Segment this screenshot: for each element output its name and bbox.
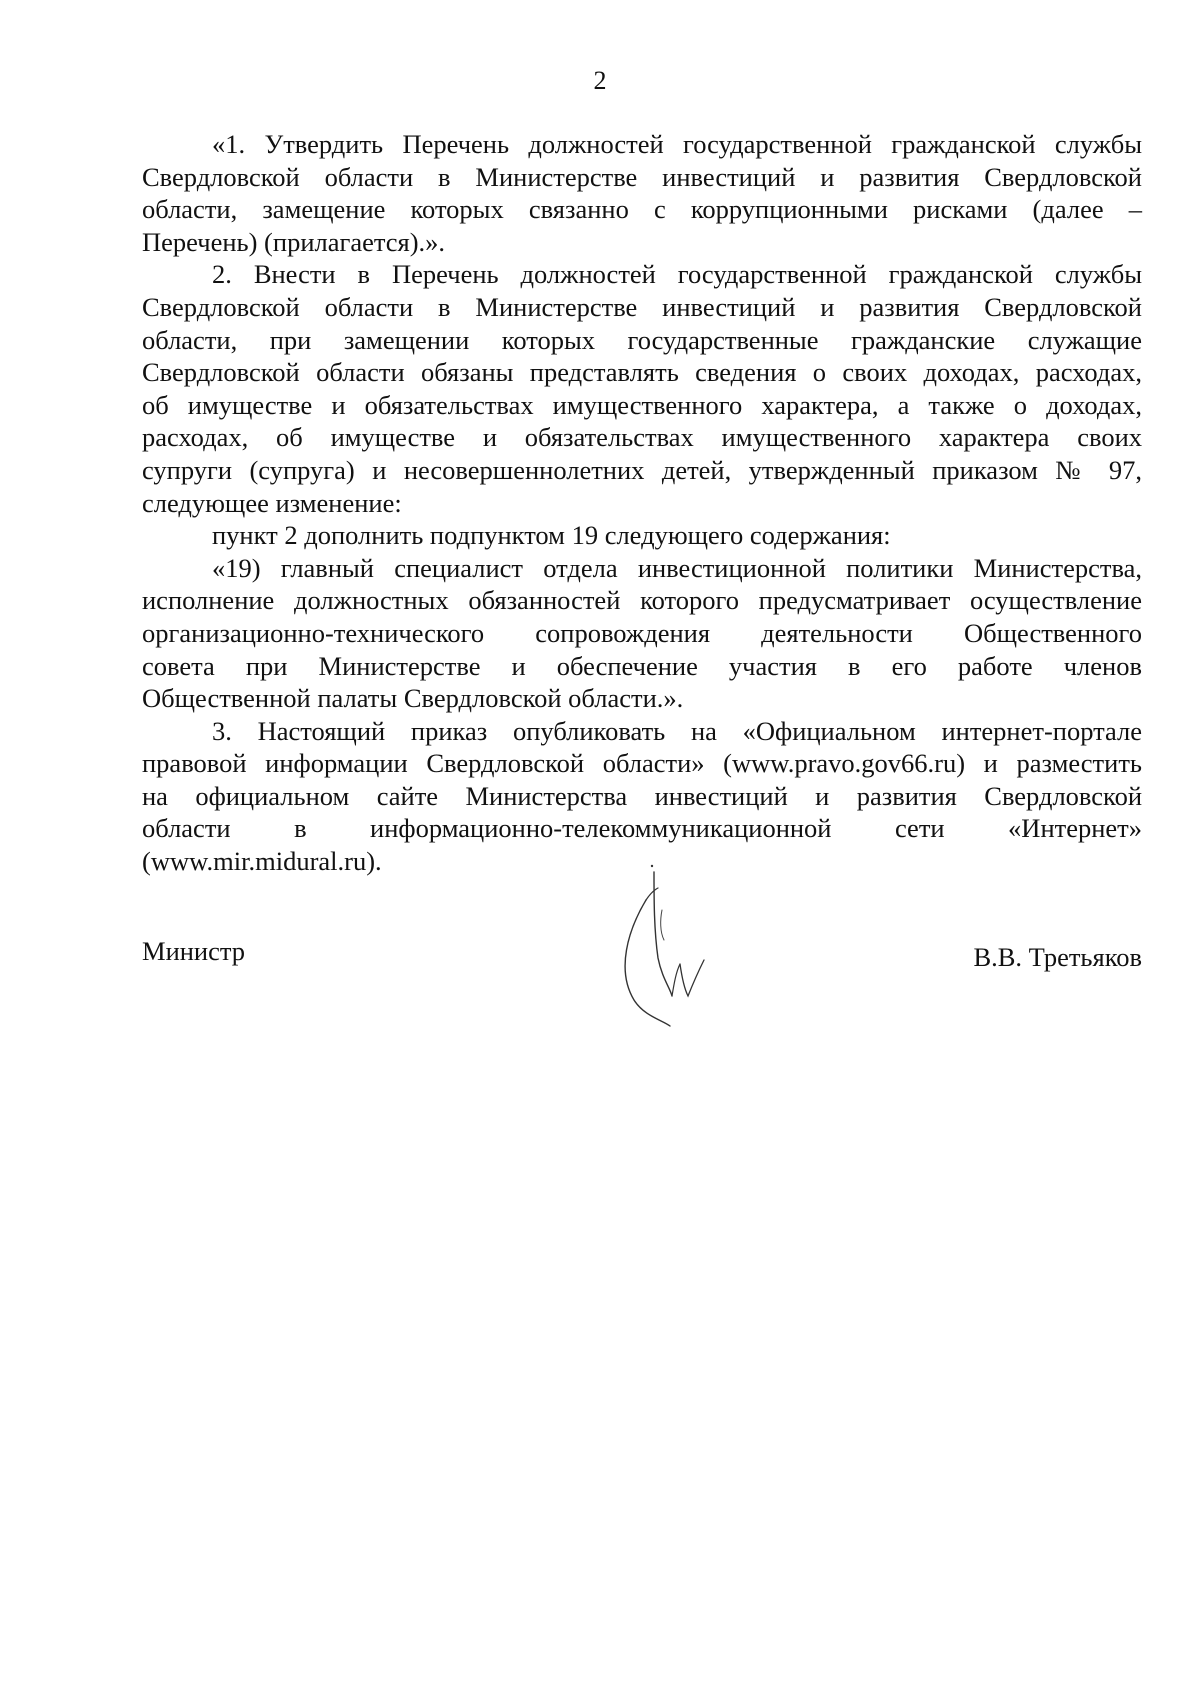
page-number: 2 [593,66,607,95]
paragraph-line: на официальном сайте Министерства инвестиций и развития Свердловской [142,780,1142,811]
paragraph-line: Свердловской области в Министерстве инвестиций и развития Свердловской [142,291,1142,322]
paragraph-line: исполнение должностных обязанностей которого предусматривает осуществление [142,585,1142,616]
paragraph-line: правовой информации Свердловской области» (www.pravo.gov66.ru) и разместить [142,748,1142,779]
paragraph-line: расходах, об имуществе и обязательствах имущественного характера своих [142,422,1142,453]
paragraph-line: области в информационно-телекоммуникационной сети «Интернет» [142,813,1142,844]
paragraph-line: области, замещение которых связанно с коррупционными рисками (далее – [142,194,1142,225]
signatory-role: Министр [142,936,246,966]
paragraph-line: (www.mir.midural.ru). [142,846,382,877]
paragraph-line: «1. Утвердить Перечень должностей государственной гражданской службы [212,129,1142,159]
paragraph-line: области, при замещении которых государственные гражданские служащие [142,324,1142,355]
paragraph-line: об имуществе и обязательствах имущественного характера, а также о доходах, [142,389,1142,420]
paragraph-3 [142,519,1142,552]
document-body [142,128,1142,878]
paragraph-line: Перечень) (прилагается).». [142,226,446,257]
paragraph-line: 3. Настоящий приказ опубликовать на «Официальном интернет-портале [212,715,1142,746]
paragraph-line: Общественной палаты Свердловской области.». [142,683,684,714]
paragraph-line: совета при Министерстве и обеспечение участия в его работе членов [142,650,1142,681]
paragraph-5 [142,715,1142,878]
signatory-name: В.В. Третьяков [973,942,1142,972]
paragraph-line: следующее изменение: [142,487,402,518]
paragraph-line: Свердловской области обязаны представлять сведения о своих доходах, расходах, [142,357,1142,388]
paragraph-2 [142,258,1142,519]
handwritten-signature [588,860,738,1030]
paragraph-line: 2. Внести в Перечень должностей государственной гражданской службы [212,259,1142,290]
paragraph-line: Свердловской области в Министерстве инвестиций и развития Свердловской [142,161,1142,192]
paragraph-line: супруги (супруга) и несовершеннолетних детей, утвержденный приказом № 97, [142,454,1142,485]
paragraph-4 [142,552,1142,715]
paragraph-1 [142,128,1142,258]
paragraph-line: «19) главный специалист отдела инвестиционной политики Министерства, [212,552,1142,583]
paragraph-line: пункт 2 дополнить подпунктом 19 следующего содержания: [212,520,891,551]
paragraph-line: организационно-технического сопровождения деятельности Общественного [142,617,1142,648]
